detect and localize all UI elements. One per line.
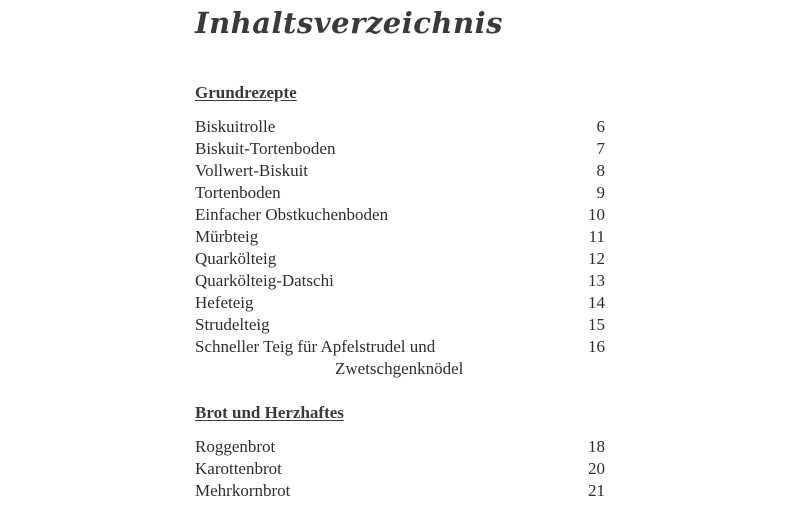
toc-entry-title: Roggenbrot bbox=[195, 437, 276, 456]
toc-entry bbox=[195, 160, 605, 182]
toc-entry-page: 10 bbox=[588, 205, 605, 224]
toc-entry bbox=[195, 480, 605, 502]
toc-entry bbox=[195, 292, 605, 314]
page-title: Inhaltsverzeichnis bbox=[195, 6, 503, 40]
toc-entry bbox=[195, 336, 605, 358]
toc-entry-page: 18 bbox=[588, 437, 605, 456]
toc-entry-page: 8 bbox=[596, 161, 605, 180]
toc-entry-title: Tortenboden bbox=[195, 183, 281, 202]
toc-entry bbox=[195, 314, 605, 336]
toc-list-brot-und-herzhaftes bbox=[195, 436, 605, 502]
toc-entry-continuation-text: Zwetschgenknödel bbox=[335, 359, 464, 378]
toc-entry-title: Karottenbrot bbox=[195, 459, 282, 478]
toc-entry-page: 20 bbox=[588, 459, 605, 478]
toc-entry-continuation bbox=[195, 358, 605, 380]
toc-entry bbox=[195, 270, 605, 292]
toc-entry-title: Einfacher Obstkuchenboden bbox=[195, 205, 389, 224]
toc-entry bbox=[195, 138, 605, 160]
toc-entry-page: 15 bbox=[588, 315, 605, 334]
toc-entry-page: 13 bbox=[588, 271, 605, 290]
toc-entry bbox=[195, 436, 605, 458]
toc-entry-title: Mürbteig bbox=[195, 227, 259, 246]
toc-entry-page: 7 bbox=[596, 139, 605, 158]
toc-entry bbox=[195, 248, 605, 270]
toc-entry-page: 6 bbox=[596, 117, 605, 136]
toc-entry bbox=[195, 458, 605, 480]
toc-entry-title: Schneller Teig für Apfelstrudel und bbox=[195, 337, 436, 356]
toc-entry-title: Vollwert-Biskuit bbox=[195, 161, 309, 180]
toc-entry-page: 9 bbox=[596, 183, 605, 202]
toc-entry-page: 12 bbox=[588, 249, 605, 268]
toc-entry-title: Mehrkornbrot bbox=[195, 481, 291, 500]
toc-entry-title: Quarkölteig bbox=[195, 249, 277, 268]
section-heading-brot-und-herzhaftes: Brot und Herzhaftes bbox=[195, 403, 344, 422]
toc-entry-title: Strudelteig bbox=[195, 315, 270, 334]
toc-entry-title: Hefeteig bbox=[195, 293, 254, 312]
toc-entry-title: Biskuit-Tortenboden bbox=[195, 139, 336, 158]
toc-entry-title: Quarkölteig-Datschi bbox=[195, 271, 334, 290]
toc-entry-page: 11 bbox=[588, 227, 605, 246]
section-heading-grundrezepte: Grundrezepte bbox=[195, 83, 297, 102]
toc-entry bbox=[195, 204, 605, 226]
toc-list-grundrezepte bbox=[195, 116, 605, 380]
toc-entry bbox=[195, 116, 605, 138]
toc-entry-page: 21 bbox=[588, 481, 605, 500]
toc-entry-page: 16 bbox=[588, 337, 605, 356]
toc-entry-page: 14 bbox=[588, 293, 605, 312]
toc-entry bbox=[195, 182, 605, 204]
toc-entry-title: Biskuitrolle bbox=[195, 117, 276, 136]
toc-entry bbox=[195, 226, 605, 248]
